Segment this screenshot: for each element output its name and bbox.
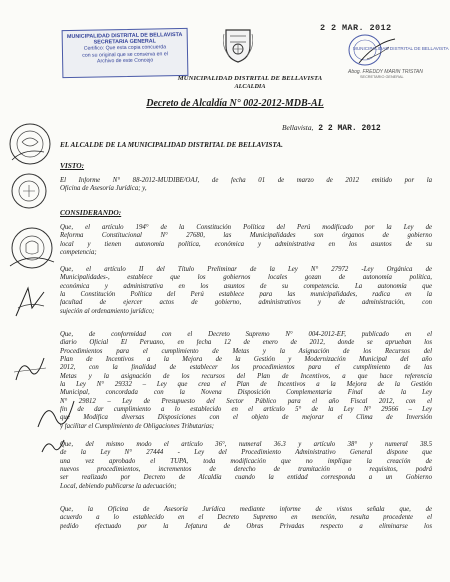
section-considerando: CONSIDERANDO: (60, 208, 122, 217)
decree-date: 2 2 MAR. 2012 (318, 124, 381, 133)
margin-signature-icon (10, 282, 50, 322)
stamp-line: SECRETARIA GENERAL (93, 38, 156, 46)
paragraph-1 (60, 224, 432, 257)
stamp-line: MUNICIPALIDAD DISTRITAL DE BELLAVISTA (66, 31, 183, 41)
text-line: Municipal, concordada con la Novena Disposición Complementaria Final de la Ley (60, 389, 432, 397)
text-line: Que, del mismo modo el artículo 36°, numeral 36.3 y artículo 38° y numeral 38.5 (60, 441, 432, 448)
paragraph-visto (60, 177, 432, 194)
text-line: ser realizado por Decreto de Alcaldía cuando la entidad corresponda a un Gobierno (60, 474, 432, 482)
margin-signature-icon (34, 395, 78, 435)
signature-role: SECRETARIO GENERAL (360, 75, 404, 79)
office-heading: ALCALDIA (234, 83, 266, 90)
text-line: Que, el artículo 194° de la Constitución Política del Perú modificado por la Ley de (60, 224, 432, 231)
text-line: diario Oficial El Peruano, en fecha 12 de enero de 2012, donde se aprueban los (60, 339, 432, 347)
stamp-line: Certifico: Que esta copia concuerda (83, 44, 167, 53)
stamp-line: con su original que se conserva en el (82, 50, 168, 59)
text-line: una vez aprobado el TUPA, toda modificación que no implique la creación de (60, 457, 432, 465)
text-line: local y tienen autonomía política, económica y administrativa en los asuntos de su (60, 240, 432, 248)
paragraph-2 (60, 266, 432, 316)
paragraph-4 (60, 441, 432, 491)
text-line: Plan de Incentivos a la Mejora de la Gestión y Modernización Municipal del año (60, 356, 432, 364)
text-line: Que, de conformidad con el Decreto Supremo N° 004-2012-EF, publicado en el (60, 331, 432, 338)
margin-seal-icon (4, 170, 54, 212)
authority-line: EL ALCALDE DE LA MUNICIPALIDAD DISTRITAL DE BELLAVISTA. (60, 141, 283, 149)
stamp-line: Archivo de este Concejo (96, 57, 154, 65)
text-line: El Informe N° 88-2012-MUDIBE/OAJ, de fecha 01 de marzo de 2012 emitido por la (60, 177, 432, 184)
text-line: nuevos procedimientos, incrementos de derecho de tramitación o requisitos, podrá (60, 466, 432, 474)
margin-seal-icon (6, 222, 58, 274)
certification-stamp (62, 28, 189, 78)
text-line: 2012, con la finalidad de establecer los procedimientos para el cumplimiento de las (60, 364, 432, 372)
section-visto: VISTO: (60, 161, 85, 170)
municipal-crest-icon (223, 26, 253, 64)
decree-title: Decreto de Alcaldía N° 002-2012-MDB-AL (146, 98, 324, 109)
text-line: económica y administrativa en los asuntos de su competencia. La autonomía que (60, 282, 432, 290)
text-line: Local, debiendo publicarse la adecuación; (60, 482, 177, 490)
text-line: acuerdo a lo establecido en el Decreto Supremo en mención, resulta procedente el (60, 514, 432, 522)
margin-signature-icon (10, 350, 50, 390)
paragraph-5 (60, 506, 432, 531)
text-line: pedido efectuado por la Jefatura de Obras Privadas respecto a eliminarse los (60, 522, 432, 530)
text-line: competencia; (60, 249, 97, 257)
margin-seal-icon (4, 120, 56, 168)
text-line: N° 29812 – Ley de Presupuesto del Sector Público para el año Fiscal 2012, con el (60, 397, 432, 405)
paragraph-3 (60, 331, 432, 431)
text-line: la Constitución Política del Perú establece para las municipalidades, radica en la (60, 291, 432, 299)
text-line: Reforma Constitucional N° 27680, las Municipalidades son órganos de gobierno (60, 232, 432, 240)
text-line: Municipalidades-, establece que los gobiernos locales gozan de autonomía política, (60, 274, 432, 282)
text-line: Oficina de Asesoría Jurídica; y, (60, 185, 147, 193)
place: Bellavista, (282, 123, 314, 132)
seal-text: MUNICIPALIDAD DISTRITAL DE BELLAVISTA (353, 46, 449, 51)
text-line: facultad de ejercer actos de gobierno, administrativos y de administración, con (60, 299, 432, 307)
date-stamp: 2 2 MAR. 2012 (320, 23, 392, 33)
text-line: fin de dar cumplimiento a lo establecido en el artículo 5° de la Ley N° 29566 – Ley (60, 406, 432, 414)
text-line: Que, el artículo II del Título Preliminar de la Ley N° 27972 -Ley Orgánica de (60, 266, 432, 273)
text-line: la Ley N° 29332 – Ley que crea el Plan de Incentivos a la Mejora de la Gestión (60, 381, 432, 389)
text-line: Procedimientos para el cumplimiento de Metas y la Asignación de los Recursos del (60, 347, 432, 355)
place-date (282, 123, 381, 133)
margin-signature-icon (40, 436, 66, 456)
text-line: que Modifica diversas Disposiciones con el objeto de mejorar el Clima de Inversión (60, 414, 432, 422)
municipality-heading: MUNICIPALIDAD DISTRITAL DE BELLAVISTA (177, 75, 323, 82)
text-line: Que, la Oficina de Asesoría Jurídica mediante informe de vistos señala que, de (60, 506, 432, 513)
text-line: y facilitar el Cumplimiento de Obligaciones Tributarias; (60, 422, 215, 430)
signature-name: Abog. FREDDY MARIN TRISTAN (348, 69, 423, 75)
text-line: sujeción al ordenamiento jurídico; (60, 307, 155, 315)
text-line: de la Ley N° 27444 - Ley del Procedimiento Administrativo General dispone que (60, 449, 432, 457)
text-line: Metas y la asignación de los recursos del Plan de Incentivos, a que hace referencia (60, 372, 432, 380)
